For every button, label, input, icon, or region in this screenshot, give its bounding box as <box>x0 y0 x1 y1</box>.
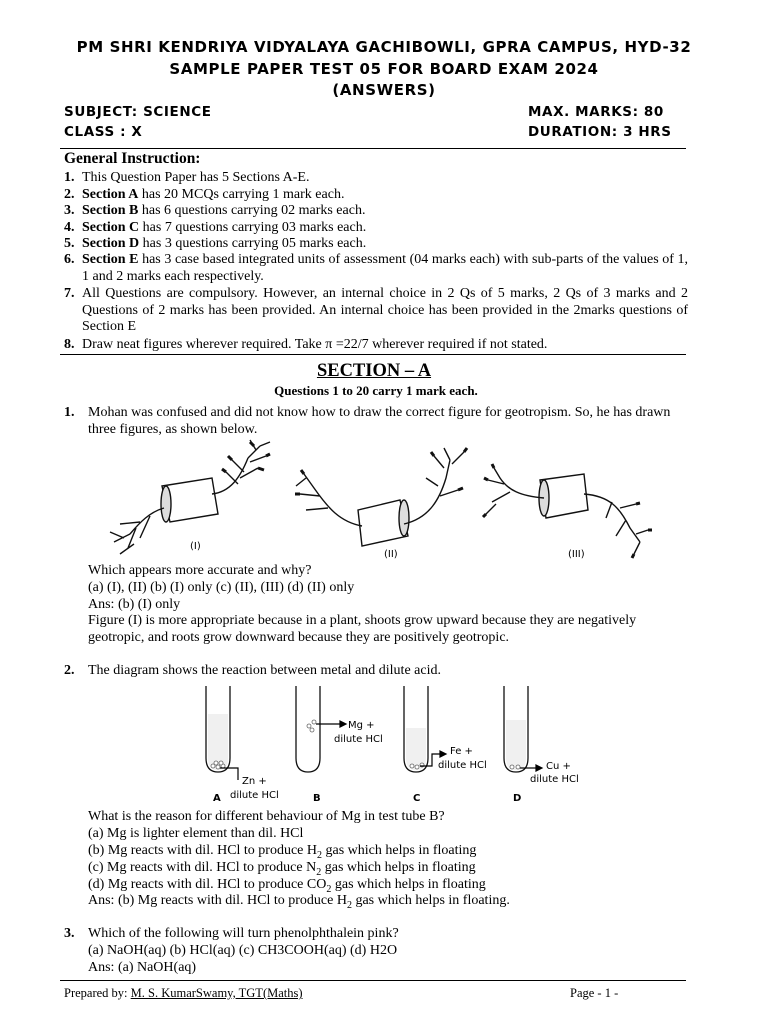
section-title: SECTION – A <box>316 361 432 381</box>
header-divider <box>60 148 686 149</box>
footer-author: M. S. KumarSwamy, TGT(Maths) <box>130 986 303 1000</box>
q1-prompt: Which appears more accurate and why? <box>88 563 312 578</box>
q1-explanation: Figure (I) is more appropriate because in a plant, shoots grow upward because they are negatively geotropic, and roots grow downward because they are positively geotropic. <box>88 613 637 645</box>
q3-options: (a) NaOH(aq) (b) HCl(aq) (c) CH3COOH(aq) (d) H2O <box>88 943 398 958</box>
instruction-number: 1. <box>64 170 75 185</box>
instruction-section-name: Section A <box>82 187 139 202</box>
footer-prepared: Prepared by: M. S. KumarSwamy, TGT(Maths) <box>64 986 303 1000</box>
subject-label: SUBJECT: SCIENCE <box>64 104 212 120</box>
q1-answer: Ans: (b) (I) only <box>88 597 181 612</box>
q2-option-a: (a) Mg is lighter element than dil. HCl <box>88 826 304 841</box>
q2-number: 2. <box>64 663 75 678</box>
instructions-divider <box>60 354 686 355</box>
instruction-number: 6. <box>64 252 75 267</box>
q3-text: Which of the following will turn phenolphthalein pink? <box>88 926 399 941</box>
instruction-item: Section E has 3 case based integrated units of assessment (04 marks each) with sub-parts of the values of 1, 1 and 2 marks each respectively. <box>82 252 689 284</box>
q1-options: (a) (I), (II) (b) (I) only (c) (II), (III) (d) (II) only <box>88 580 355 595</box>
paper-title: SAMPLE PAPER TEST 05 FOR BOARD EXAM 2024 <box>169 60 599 78</box>
instruction-section-name: Section B <box>82 203 139 218</box>
tube-d-label-2: dilute HCl <box>530 774 579 785</box>
tube-d-letter: D <box>513 793 522 804</box>
instruction-item: All Questions are compulsory. However, an internal choice in 2 Qs of 5 marks, 2 Qs of 3 marks and 2 Questions of 2 marks has been provided. An internal choice has been provided in the 2marks questions of Section E <box>82 286 688 335</box>
geotropism-figures <box>100 438 680 566</box>
tube-a-label-2: dilute HCl <box>230 790 279 801</box>
section-subtitle: Questions 1 to 20 carry 1 mark each. <box>274 383 478 398</box>
instruction-item: Section D has 3 questions carrying 05 marks each. <box>82 236 367 251</box>
instruction-number: 3. <box>64 203 75 218</box>
q2-option-b: (b) Mg reacts with dil. HCl to produce $H_2$ gas which helps in floating <box>88 843 477 861</box>
figure-ii-plant <box>295 448 467 546</box>
instruction-item: Section C has 7 questions carrying 03 marks each. <box>82 220 367 235</box>
tube-b-letter: B <box>313 793 321 804</box>
instruction-number: 4. <box>64 220 75 235</box>
answers-title: (ANSWERS) <box>332 81 436 99</box>
instruction-number: 8. <box>64 337 75 352</box>
q2-option-c: (c) Mg reacts with dil. HCl to produce $N_2$ gas which helps in floating <box>88 860 476 878</box>
fig-label-iii: (III) <box>568 549 585 560</box>
footer-divider <box>60 980 686 981</box>
instruction-number: 2. <box>64 187 75 202</box>
instruction-item: Draw neat figures wherever required. Take π =22/7 wherever required if not stated. <box>82 337 548 352</box>
tube-a-letter: A <box>213 793 221 804</box>
q2-answer: Ans: (b) Mg reacts with dil. HCl to produce $H_2$ gas which helps in floating. <box>88 893 510 911</box>
tube-a-label-1: Zn + <box>242 776 267 787</box>
instruction-section-name: Section D <box>82 236 140 251</box>
fig-label-i: (I) <box>190 541 201 552</box>
figure-i-plant <box>110 440 270 554</box>
q2-prompt: What is the reason for different behaviour of Mg in test tube B? <box>88 809 445 824</box>
test-tubes-diagram <box>196 684 556 780</box>
q1-text: Mohan was confused and did not know how to draw the correct figure for geotropism. So, he has drawn three figures, as shown below. <box>88 405 671 437</box>
instruction-item: This Question Paper has 5 Sections A-E. <box>82 170 310 185</box>
tube-c-label-2: dilute HCl <box>438 760 487 771</box>
duration-label: DURATION: 3 HRS <box>528 124 672 140</box>
instruction-section-name: Section E <box>82 252 139 267</box>
instruction-number: 5. <box>64 236 75 251</box>
q2-text: The diagram shows the reaction between metal and dilute acid. <box>88 663 441 678</box>
footer-page: Page - 1 - <box>570 986 619 1000</box>
instruction-item: Section A has 20 MCQs carrying 1 mark each. <box>82 187 345 202</box>
instruction-number: 7. <box>64 286 75 301</box>
max-marks-label: MAX. MARKS: 80 <box>528 104 664 120</box>
figure-iii-plant <box>483 464 652 558</box>
instruction-section-name: Section C <box>82 220 140 235</box>
school-title: PM SHRI KENDRIYA VIDYALAYA GACHIBOWLI, GPRA CAMPUS, HYD-32 <box>76 38 692 56</box>
fig-label-ii: (II) <box>384 549 398 560</box>
q3-answer: Ans: (a) NaOH(aq) <box>88 960 197 975</box>
tube-c-label-1: Fe + <box>450 746 473 757</box>
q2-option-d: (d) Mg reacts with dil. HCl to produce $CO_2$ gas which helps in floating <box>88 877 486 895</box>
tube-c-letter: C <box>413 793 421 804</box>
test-tube-b <box>296 686 320 772</box>
tube-b-label-2: dilute HCl <box>334 734 383 745</box>
instruction-item: Section B has 6 questions carrying 02 marks each. <box>82 203 366 218</box>
tube-d-label-1: Cu + <box>546 761 571 772</box>
q3-number: 3. <box>64 926 75 941</box>
tube-b-label-1: Mg + <box>348 720 375 731</box>
class-label: CLASS : X <box>64 124 143 140</box>
q1-number: 1. <box>64 405 75 420</box>
instructions-title: General Instruction: <box>64 150 201 167</box>
